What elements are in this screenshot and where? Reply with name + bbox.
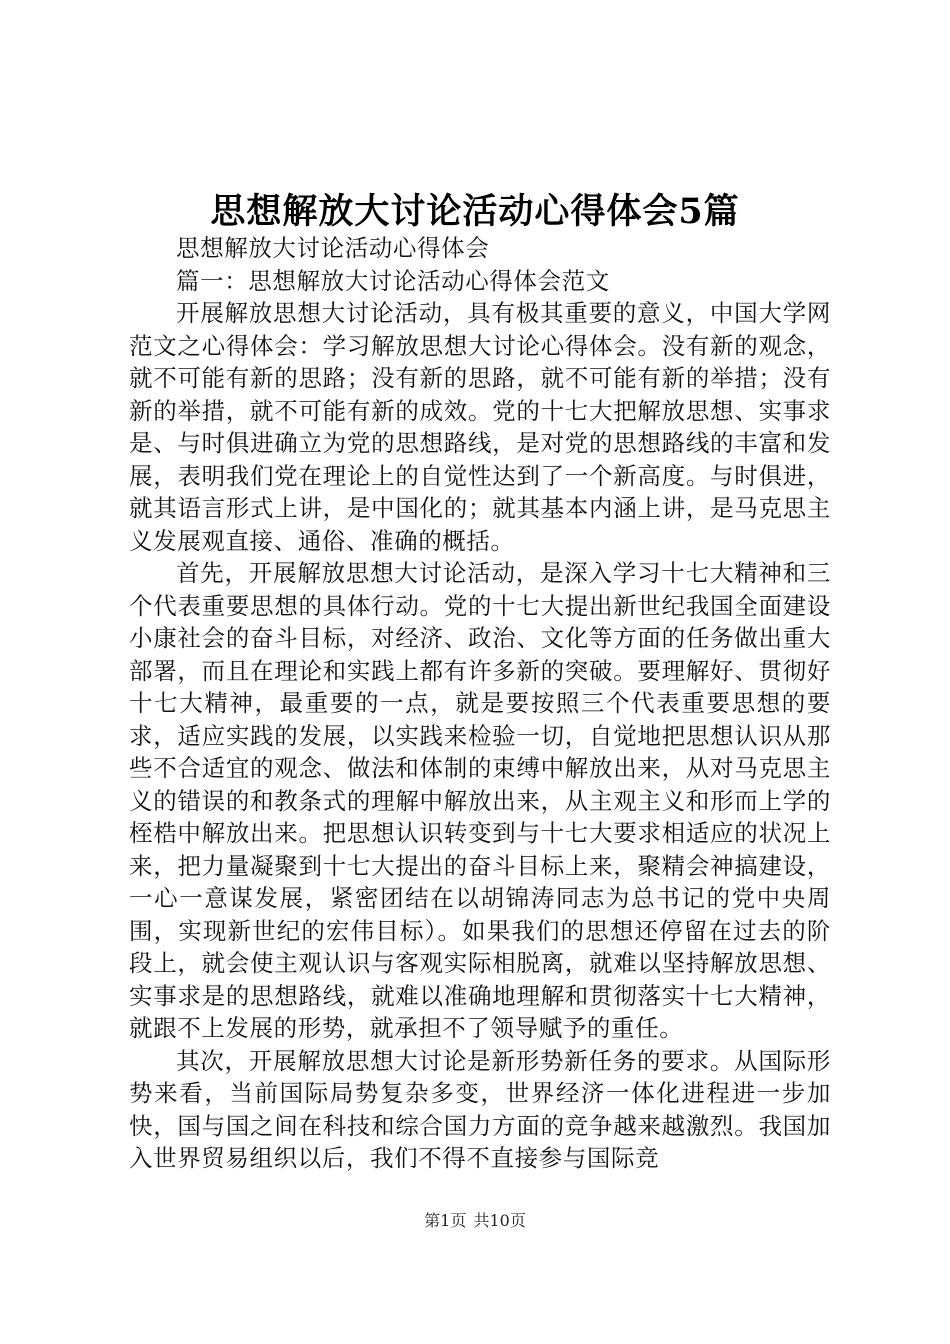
page-total: 共10页 bbox=[473, 1211, 526, 1230]
page-footer bbox=[0, 1208, 950, 1231]
page-number: 第1页 bbox=[424, 1211, 467, 1230]
document-title: 思想解放大讨论活动心得体会5篇 bbox=[210, 191, 740, 232]
document-body bbox=[129, 232, 831, 1175]
paragraph: 其次，开展解放思想大讨论是新形势新任务的要求。从国际形势来看，当前国际局势复杂多变，世界经济一体化进程进一步加快，国与国之间在科技和综合国力方面的竞争越来越激烈。我国加入世界贸易组织以后，我们不得不直接参与国际竞 bbox=[129, 1046, 831, 1172]
paragraph-section-heading: 篇一：思想解放大讨论活动心得体会范文 bbox=[176, 266, 610, 295]
paragraph: 首先，开展解放思想大讨论活动，是深入学习十七大精神和三个代表重要思想的具体行动。党的十七大提出新世纪我国全面建设小康社会的奋斗目标，对经济、政治、文化等方面的任务做出重大部署，而且在理论和实践上都有许多新的突破。要理解好、贯彻好十七大精神，最重要的一点，就是要按照三个代表重要思想的要求，适应实践的发展，以实践来检验一切，自觉地把思想认识从那些不合适宜的观念、做法和体制的束缚中解放出来，从对马克思主义的错误的和教条式的理解中解放出来，从主观主义和形而上学的桎梏中解放出来。把思想认识转变到与十七大要求相适应的状况上来，把力量凝聚到十七大提出的奋斗目标上来，聚精会神搞建设，一心一意谋发展，紧密团结在以胡锦涛同志为总书记的党中央周围，实现新世纪的宏伟目标）。如果我们的思想还停留在过去的阶段上，就会使主观认识与客观实际相脱离，就难以坚持解放思想、实事求是的思想路线，就难以准确地理解和贯彻落实十七大精神，就跟不上发展的形势，就承担不了领导赋予的重任。 bbox=[129, 559, 831, 1042]
paragraph-subtitle: 思想解放大讨论活动心得体会 bbox=[176, 234, 490, 262]
paragraph: 开展解放思想大讨论活动，具有极其重要的意义，中国大学网范文之心得体会：学习解放思想大讨论心得体会。没有新的观念，就不可能有新的思路；没有新的思路，就不可能有新的举措；没有新的举措，就不可能有新的成效。党的十七大把解放思想、实事求是、与时俱进确立为党的思想路线，是对党的思想路线的丰富和发展，表明我们党在理论上的自觉性达到了一个新高度。与时俱进，就其语言形式上讲，是中国化的；就其基本内涵上讲，是马克思主义发展观直接、通俗、准确的概括。 bbox=[129, 299, 831, 555]
